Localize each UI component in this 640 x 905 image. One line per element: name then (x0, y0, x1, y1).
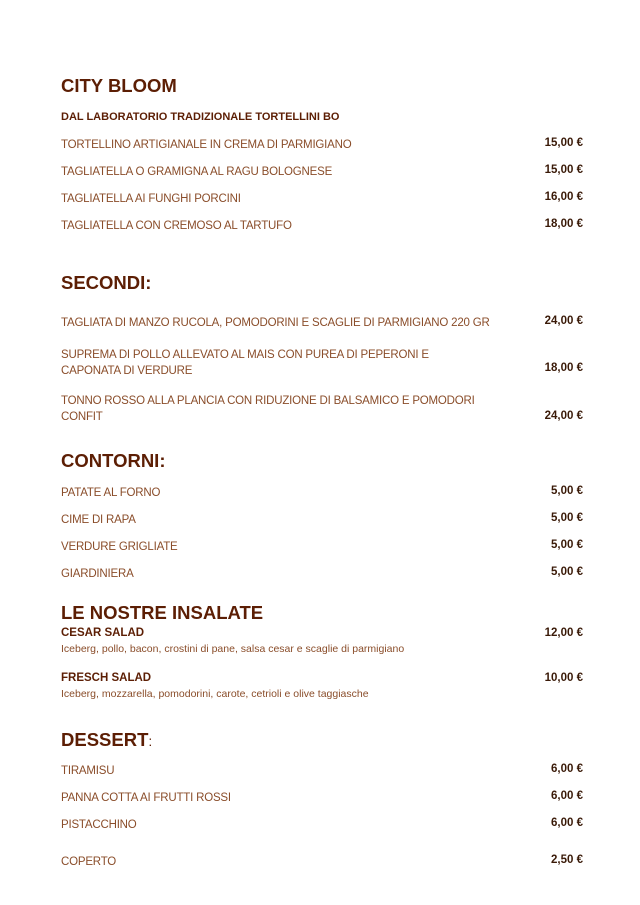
section-heading-dessert (61, 729, 152, 751)
menu-item: PISTACCHINO (61, 819, 137, 831)
menu-item: TONNO ROSSO ALLA PLANCIA CON RIDUZIONE DI BALSAMICO E POMODORI CONFIT (61, 395, 475, 423)
section-heading-insalate: LE NOSTRE INSALATE (61, 602, 264, 623)
salad-name: CESAR SALAD (61, 627, 145, 639)
item-price: 12,00 € (544, 627, 583, 639)
item-price: 24,00 € (544, 410, 583, 422)
item-price: 18,00 € (544, 362, 583, 374)
menu-item: TAGLIATELLA AI FUNGHI PORCINI (61, 193, 241, 205)
menu-item: CIME DI RAPA (61, 514, 136, 526)
item-price: 5,00 € (551, 539, 583, 551)
item-price: 5,00 € (551, 512, 583, 524)
menu-item: PATATE AL FORNO (61, 487, 161, 499)
item-price: 6,00 € (551, 763, 583, 775)
coperto-price: 2,50 € (551, 854, 583, 866)
salad-description: Iceberg, mozzarella, pomodorini, carote, cetrioli e olive taggiasche (61, 688, 369, 700)
section-heading-contorni: CONTORNI: (61, 450, 166, 471)
menu-item: VERDURE GRIGLIATE (61, 541, 178, 553)
menu-item: TAGLIATELLA O GRAMIGNA AL RAGU BOLOGNESE (61, 166, 333, 178)
item-price: 6,00 € (551, 790, 583, 802)
menu-item: SUPREMA DI POLLO ALLEVATO AL MAIS CON PUREA DI PEPERONI E CAPONATA DI VERDURE (61, 349, 429, 377)
coperto-label: COPERTO (61, 856, 117, 868)
menu-item: TAGLIATA DI MANZO RUCOLA, POMODORINI E SCAGLIE DI PARMIGIANO 220 GR (61, 317, 490, 329)
menu-item: TIRAMISU (61, 765, 115, 777)
dessert-colon: : (148, 733, 153, 749)
item-price: 5,00 € (551, 566, 583, 578)
item-price: 18,00 € (544, 218, 583, 230)
item-price: 10,00 € (544, 672, 583, 684)
salad-description: Iceberg, pollo, bacon, crostini di pane, salsa cesar e scaglie di parmigiano (61, 643, 405, 655)
item-price: 15,00 € (544, 164, 583, 176)
menu-item: PANNA COTTA AI FRUTTI ROSSI (61, 792, 231, 804)
section-subtitle: DAL LABORATORIO TRADIZIONALE TORTELLINI BO (61, 111, 340, 123)
dessert-title: DESSERT (61, 729, 149, 750)
menu-item: TORTELLINO ARTIGIANALE IN CREMA DI PARMIGIANO (61, 139, 352, 151)
item-price: 6,00 € (551, 817, 583, 829)
menu-item: GIARDINIERA (61, 568, 134, 580)
item-price: 15,00 € (544, 137, 583, 149)
menu-item: TAGLIATELLA CON CREMOSO AL TARTUFO (61, 220, 292, 232)
menu-title: CITY BLOOM (61, 75, 177, 96)
item-price: 5,00 € (551, 485, 583, 497)
salad-name: FRESCH SALAD (61, 672, 152, 684)
item-price: 24,00 € (544, 315, 583, 327)
item-price: 16,00 € (544, 191, 583, 203)
section-heading-secondi: SECONDI: (61, 272, 152, 293)
